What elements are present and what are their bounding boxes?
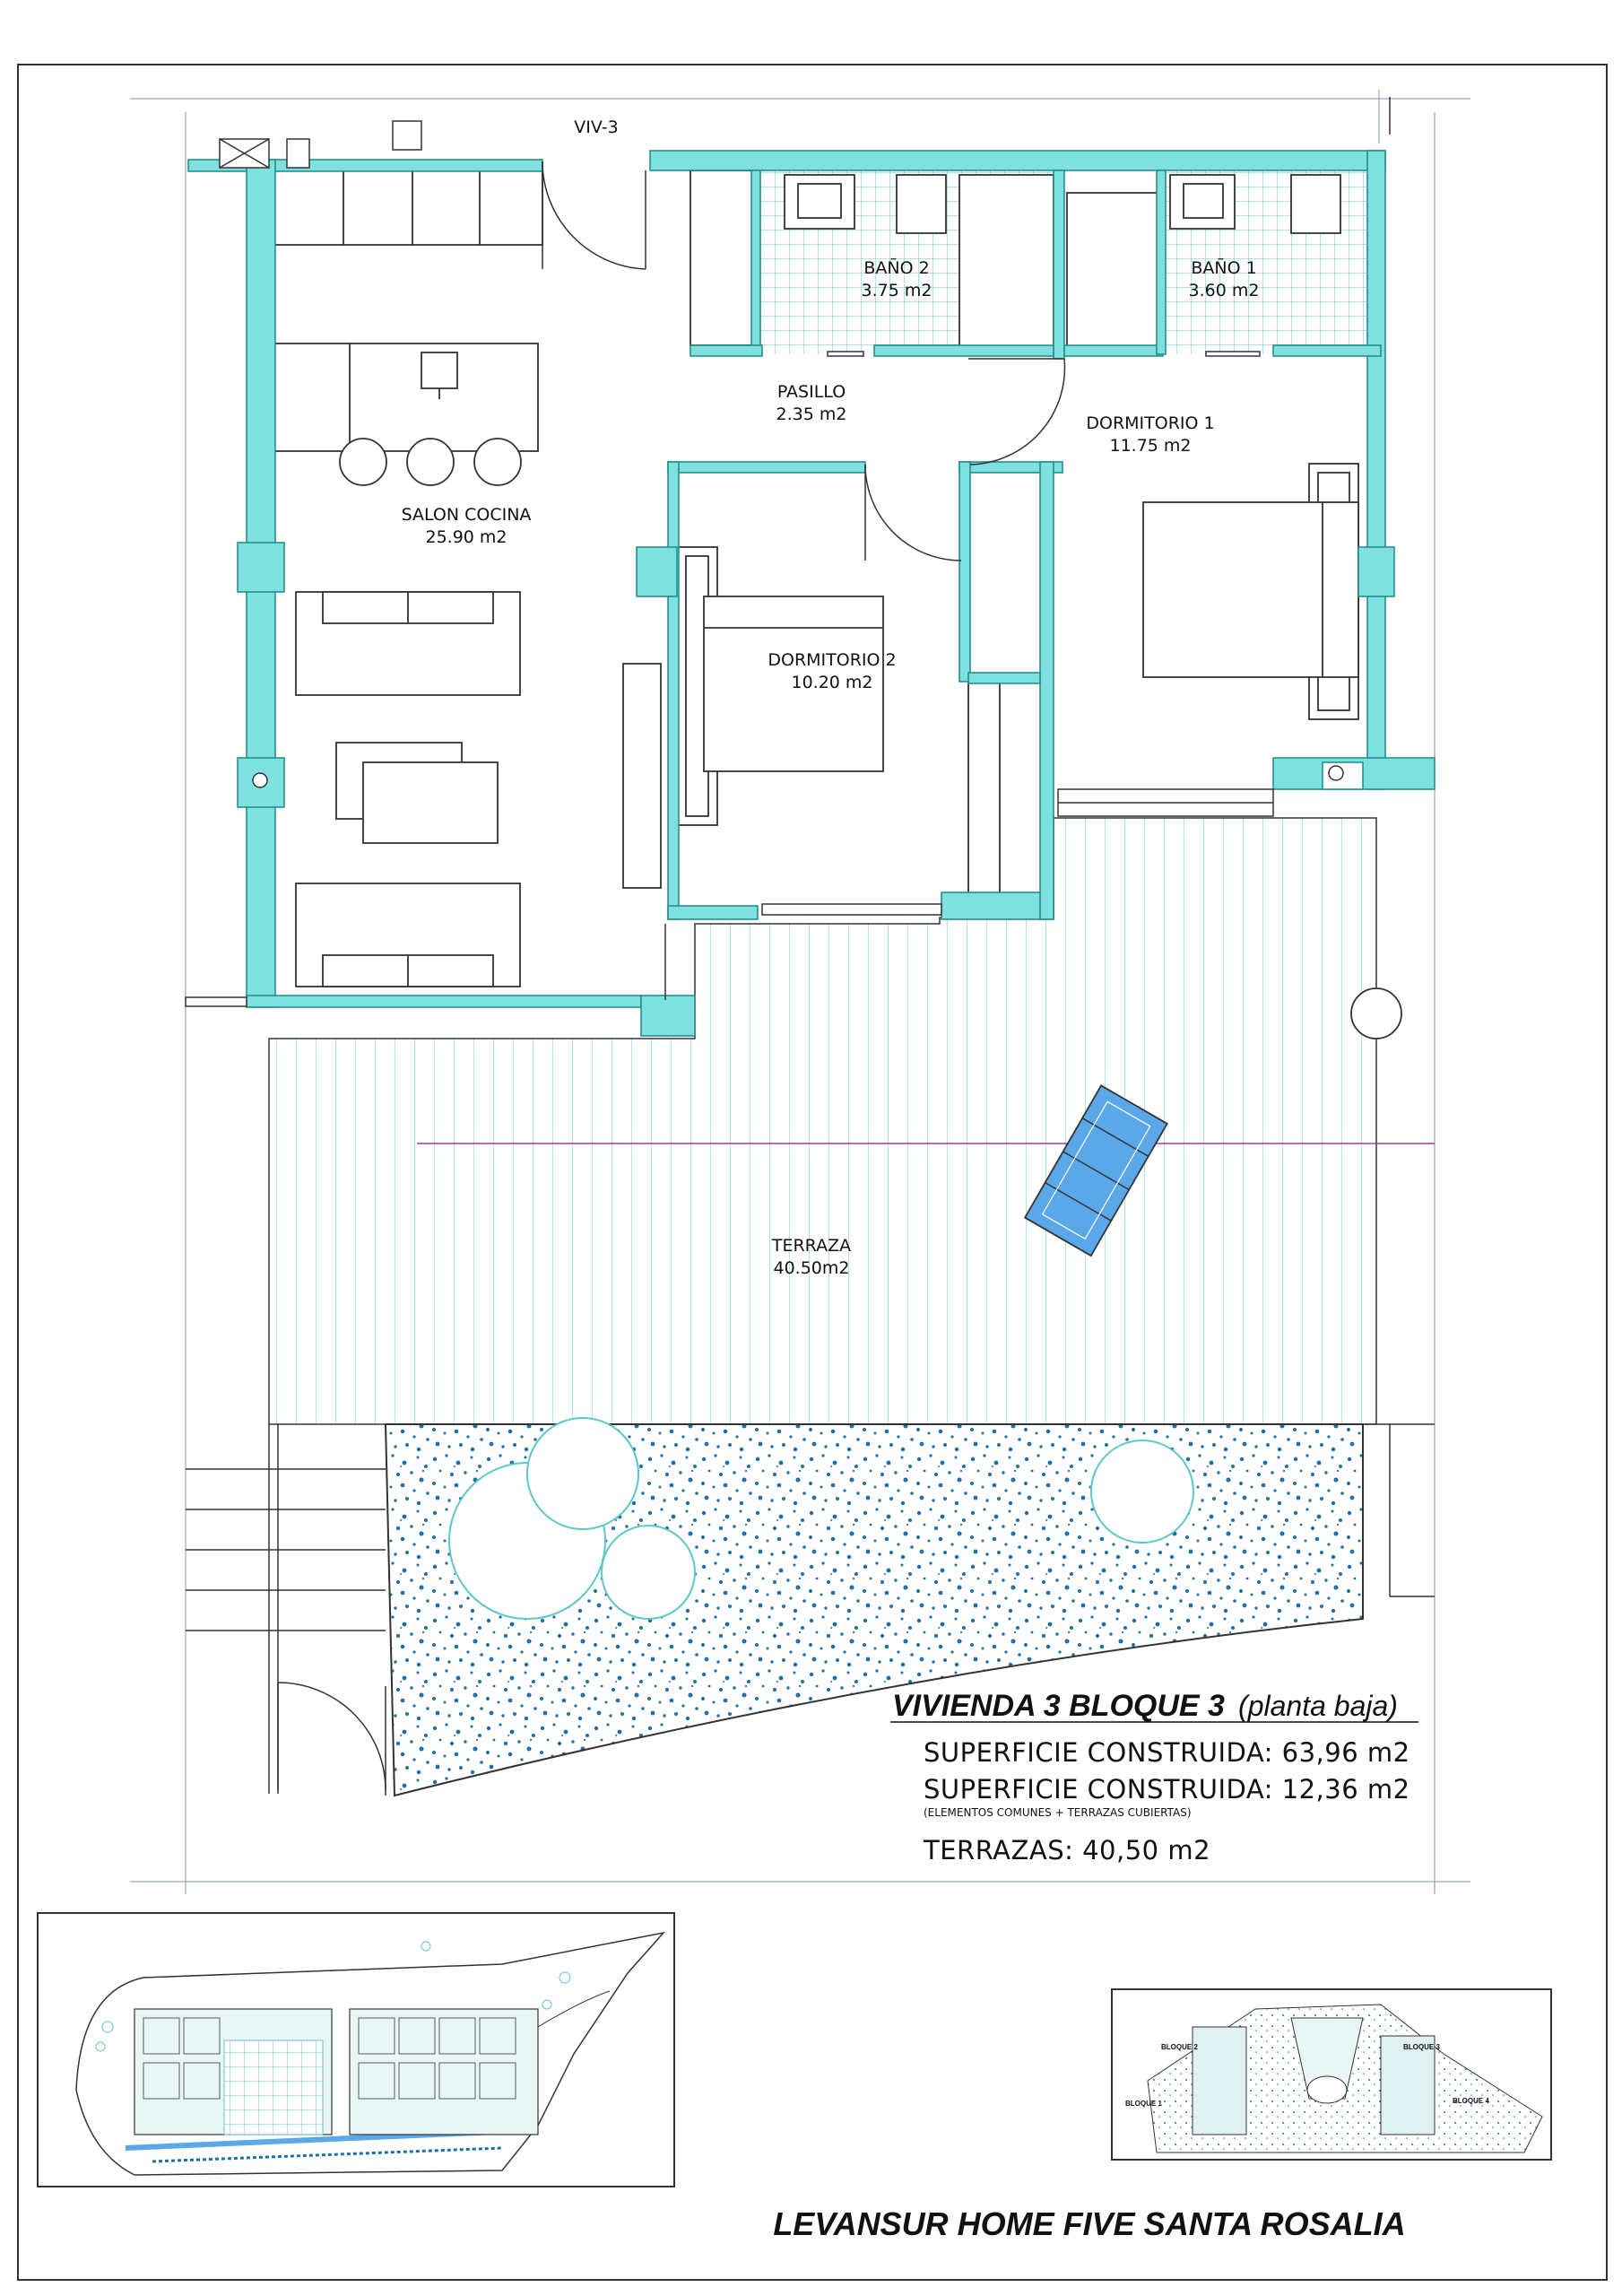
info-common-area: SUPERFICIE CONSTRUIDA: 12,36 m2	[924, 1774, 1410, 1805]
room-area-dormitorio2: 10.20 m2	[791, 673, 873, 692]
room-name-dormitorio2: DORMITORIO 2	[768, 650, 897, 670]
site-label-bloque4: BLOQUE 4	[1453, 2097, 1489, 2105]
info-block	[890, 1689, 1418, 1866]
room-area-bano2: 3.75 m2	[861, 281, 932, 300]
footer-title: LEVANSUR HOME FIVE SANTA ROSALIA	[773, 2205, 1406, 2242]
room-area-pasillo: 2.35 m2	[776, 404, 847, 424]
room-area-dormitorio1: 11.75 m2	[1109, 436, 1192, 456]
tree-canopy	[527, 1418, 638, 1529]
room-area-bano1: 3.60 m2	[1188, 281, 1260, 300]
room-name-dormitorio1: DORMITORIO 1	[1086, 413, 1215, 433]
room-name-terraza: TERRAZA	[771, 1236, 852, 1256]
room-area-salon: 25.90 m2	[425, 527, 507, 547]
info-title: VIVIENDA 3 BLOQUE 3 (planta baja)	[892, 1689, 1398, 1723]
site-label-bloque3: BLOQUE 3	[1403, 2043, 1440, 2051]
room-area-terraza: 40.50m2	[773, 1258, 850, 1278]
site-label-bloque1: BLOQUE 1	[1125, 2100, 1162, 2108]
unit-tag: VIV-3	[574, 117, 619, 137]
room-name-bano1: BAÑO 1	[1191, 258, 1257, 278]
room-name-bano2: BAÑO 2	[863, 258, 930, 278]
info-common-note: (ELEMENTOS COMUNES + TERRAZAS CUBIERTAS)	[924, 1806, 1192, 1819]
room-name-pasillo: PASILLO	[776, 382, 846, 402]
site-label-bloque2: BLOQUE 2	[1161, 2043, 1198, 2051]
location-plan	[38, 1913, 674, 2187]
site-plan	[1112, 1989, 1551, 2160]
room-name-salon: SALON COCINA	[401, 505, 532, 525]
info-terraces: TERRAZAS: 40,50 m2	[924, 1835, 1211, 1866]
tree-canopy	[1091, 1440, 1193, 1543]
info-built-area: SUPERFICIE CONSTRUIDA: 63,96 m2	[924, 1737, 1410, 1768]
tree-canopy	[602, 1526, 695, 1619]
